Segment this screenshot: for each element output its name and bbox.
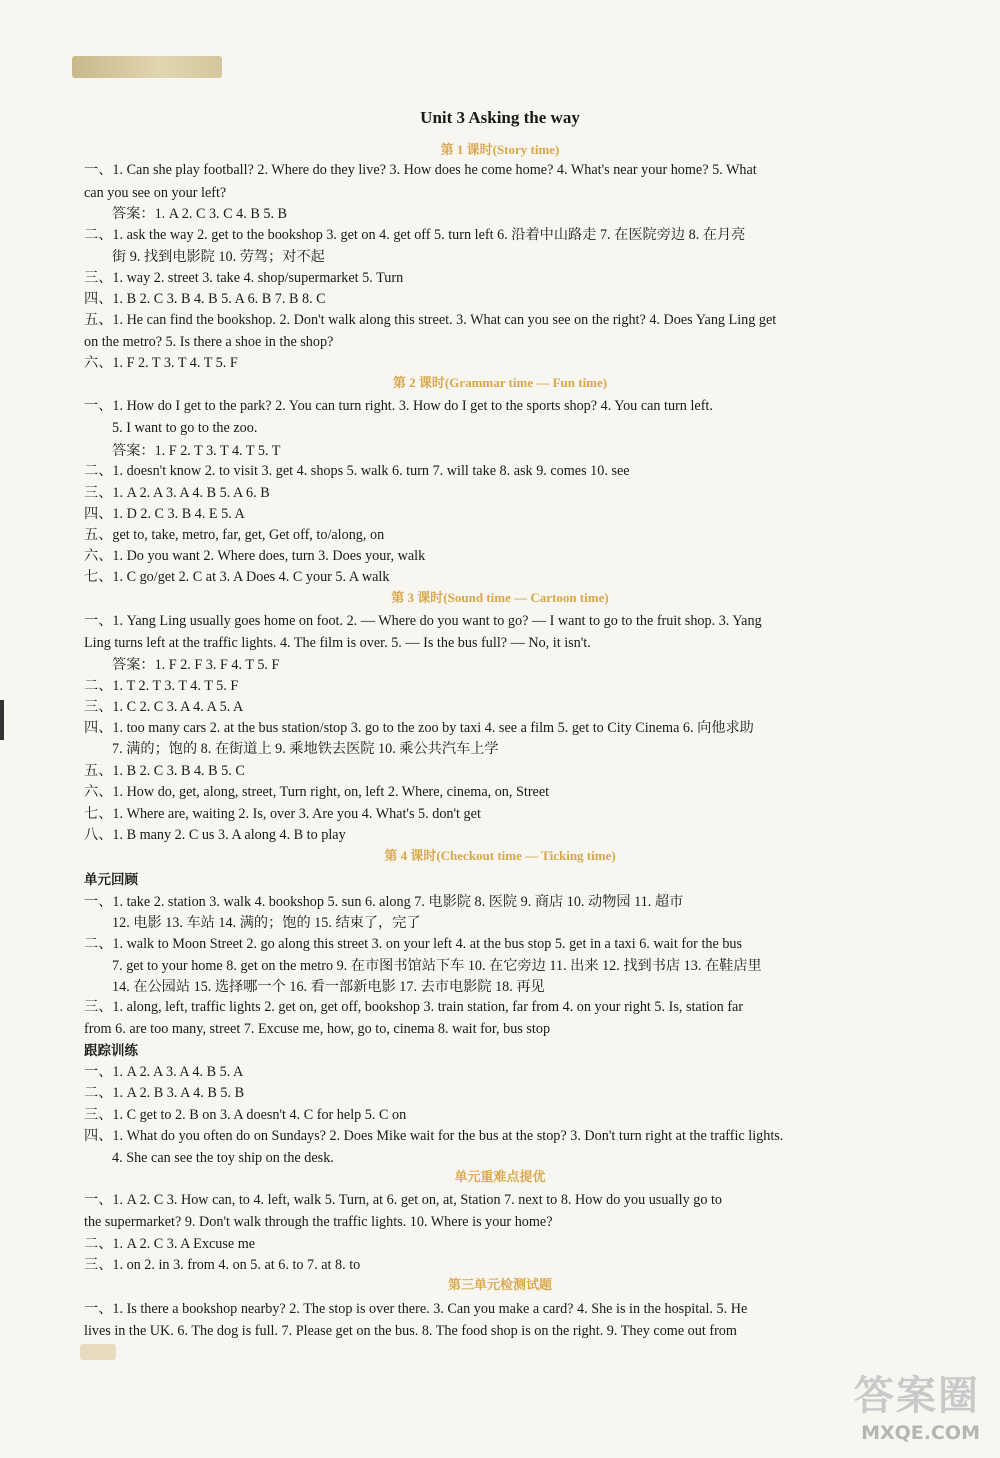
answer-line: 街 9. 找到电影院 10. 劳驾；对不起 <box>112 249 325 265</box>
answer-line: 一、1. A 2. C 3. How can, to 4. left, walk 5. Turn, at 6. get on, at, Station 7. next to 8. How do you usually go to <box>84 1192 723 1208</box>
answer-line: lives in the UK. 6. The dog is full. 7. Please get on the bus. 8. The food shop is on the right. 9. They come out from <box>84 1323 737 1339</box>
section-heading: 第 1 课时(Story time) <box>440 142 560 157</box>
answer-line: 14. 在公园站 15. 选择哪一个 16. 看一部新电影 17. 去市电影院 18. 再见 <box>112 979 545 995</box>
answer-line: 答案：1. F 2. F 3. F 4. T 5. F <box>112 657 280 673</box>
section-heading: 第 4 课时(Checkout time — Ticking time) <box>384 848 616 863</box>
answer-line: Ling turns left at the traffic lights. 4. The film is over. 5. — Is the bus full? — No, it isn't. <box>84 635 591 651</box>
answer-line: 一、1. A 2. A 3. A 4. B 5. A <box>84 1064 244 1080</box>
subsection-heading: 单元回顾 <box>84 872 138 887</box>
answer-line: 四、1. D 2. C 3. B 4. E 5. A <box>84 506 245 522</box>
watermark-logo <box>820 1364 980 1444</box>
answer-line: 四、1. What do you often do on Sundays? 2. Does Mike wait for the bus at the stop? 3. Don't turn right at the traffic lights. <box>84 1128 784 1144</box>
answer-line: 四、1. B 2. C 3. B 4. B 5. A 6. B 7. B 8. C <box>84 291 326 307</box>
answer-line: 七、1. C go/get 2. C at 3. A Does 4. C your 5. A walk <box>84 569 390 585</box>
watermark-top-text: 答案圈 <box>854 1373 980 1419</box>
answer-line: the supermarket? 9. Don't walk through the traffic lights. 10. Where is your home? <box>84 1214 553 1230</box>
section-heading: 第三单元检测试题 <box>447 1277 552 1292</box>
answer-line: 5. I want to go to the zoo. <box>112 420 258 436</box>
answer-line: 三、1. C get to 2. B on 3. A doesn't 4. C for help 5. C on <box>84 1107 407 1123</box>
answer-line: 三、1. along, left, traffic lights 2. get on, get off, bookshop 3. train station, far from 4. on your right 5. Is, station far <box>84 999 744 1015</box>
answer-line: 一、1. Can she play football? 2. Where do they live? 3. How does he come home? 4. What's near your home? 5. What <box>84 162 757 178</box>
page-number-tab <box>80 1344 116 1360</box>
section-heading: 第 3 课时(Sound time — Cartoon time) <box>391 590 609 605</box>
answer-line: on the metro? 5. Is there a shoe in the shop? <box>84 334 334 350</box>
answer-line: 三、1. C 2. C 3. A 4. A 5. A <box>84 699 244 715</box>
answer-line: 五、get to, take, metro, far, get, Get off, to/along, on <box>84 527 385 543</box>
answer-line: 二、1. T 2. T 3. T 4. T 5. F <box>84 678 239 694</box>
answer-line: 7. 满的；饱的 8. 在街道上 9. 乘地铁去医院 10. 乘公共汽车上学 <box>112 741 499 757</box>
answer-line: 二、1. ask the way 2. get to the bookshop 3. get on 4. get off 5. turn left 6. 沿着中山路走 7. 在医院旁边 8. 在月亮 <box>84 227 746 243</box>
answer-line: 七、1. Where are, waiting 2. Is, over 3. Are you 4. What's 5. don't get <box>84 806 481 822</box>
answer-line: 五、1. B 2. C 3. B 4. B 5. C <box>84 763 245 779</box>
answer-line: 4. She can see the toy ship on the desk. <box>112 1150 334 1166</box>
answer-line: from 6. are too many, street 7. Excuse me, how, go to, cinema 8. wait for, bus stop <box>84 1021 551 1037</box>
answer-line: 一、1. Yang Ling usually goes home on foot. 2. — Where do you want to go? — I want to go to the fruit shop. 3. Yang <box>84 613 762 629</box>
answer-line: 一、1. Is there a bookshop nearby? 2. The stop is over there. 3. Can you make a card? 4. She is in the hospital. 5. He <box>84 1301 748 1317</box>
subsection-heading: 跟踪训练 <box>84 1043 138 1058</box>
answer-line: 八、1. B many 2. C us 3. A along 4. B to play <box>84 827 346 843</box>
answer-line: 二、1. walk to Moon Street 2. go along this street 3. on your left 4. at the bus stop 5. get in a taxi 6. wait for the bus <box>84 936 743 952</box>
page-title: Unit 3 Asking the way <box>420 108 580 127</box>
answer-line: 一、1. take 2. station 3. walk 4. bookshop 5. sun 6. along 7. 电影院 8. 医院 9. 商店 10. 动物园 11. 超市 <box>84 894 684 910</box>
answer-line: 二、1. doesn't know 2. to visit 3. get 4. shops 5. walk 6. turn 7. will take 8. ask 9. comes 10. see <box>84 463 630 479</box>
answer-line: 7. get to your home 8. get on the metro 9. 在市图书馆站下车 10. 在它旁边 11. 出来 12. 找到书店 13. 在鞋店里 <box>112 958 762 974</box>
answer-line: can you see on your left? <box>84 185 227 201</box>
answer-line: 三、1. way 2. street 3. take 4. shop/supermarket 5. Turn <box>84 270 404 286</box>
answer-line: 二、1. A 2. C 3. A Excuse me <box>84 1236 256 1252</box>
watermark-bottom-text: MXQE.COM <box>861 1422 980 1444</box>
answer-line: 六、1. F 2. T 3. T 4. T 5. F <box>84 355 238 371</box>
answer-line: 三、1. A 2. A 3. A 4. B 5. A 6. B <box>84 485 270 501</box>
answer-line: 一、1. How do I get to the park? 2. You can turn right. 3. How do I get to the sports shop? 4. You can turn left. <box>84 398 713 414</box>
answer-line: 六、1. How do, get, along, street, Turn right, on, left 2. Where, cinema, on, Street <box>84 784 550 800</box>
answer-line: 答案：1. A 2. C 3. C 4. B 5. B <box>112 206 288 222</box>
answer-line: 三、1. on 2. in 3. from 4. on 5. at 6. to 7. at 8. to <box>84 1257 361 1273</box>
binding-mark <box>0 700 4 740</box>
header-tab-decoration <box>72 56 222 78</box>
section-heading: 单元重难点提优 <box>454 1169 546 1184</box>
answer-line: 四、1. too many cars 2. at the bus station/stop 3. go to the zoo by taxi 4. see a film 5. get to City Cinema 6. 向他求助 <box>84 720 754 736</box>
answer-line: 五、1. He can find the bookshop. 2. Don't walk along this street. 3. What can you see on the right? 4. Does Yang Ling get <box>84 312 777 328</box>
answer-line: 12. 电影 13. 车站 14. 满的；饱的 15. 结束了，完了 <box>112 915 421 931</box>
answer-line: 二、1. A 2. B 3. A 4. B 5. B <box>84 1085 245 1101</box>
answer-line: 六、1. Do you want 2. Where does, turn 3. Does your, walk <box>84 548 426 564</box>
section-heading: 第 2 课时(Grammar time — Fun time) <box>392 375 608 390</box>
answer-line: 答案：1. F 2. T 3. T 4. T 5. T <box>112 443 281 459</box>
